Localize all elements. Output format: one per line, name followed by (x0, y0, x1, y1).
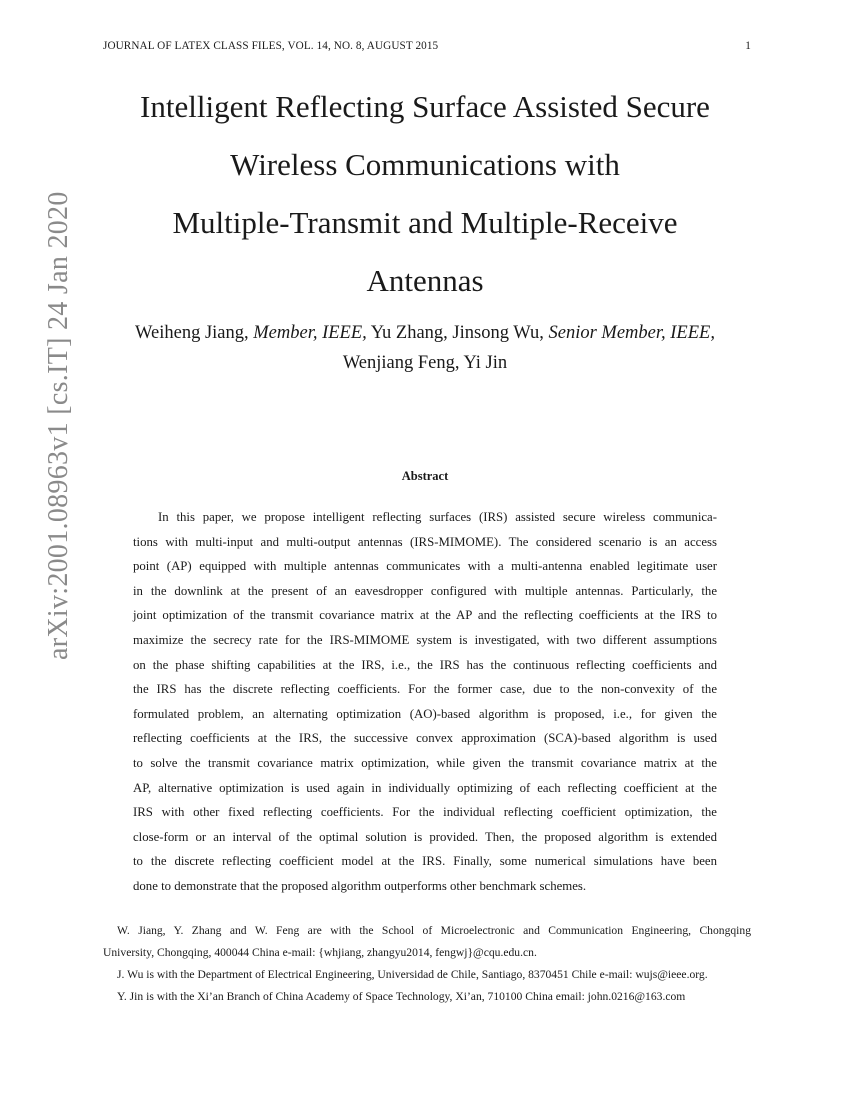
abstract-line: formulated problem, an alternating optimization (AO)-based algorithm is proposed, i.e., for given the (133, 706, 717, 721)
abstract-line: maximize the secrecy rate for the IRS-MIMOME system is investigated, with two different assumptions (133, 632, 717, 647)
page-number: 1 (745, 40, 751, 52)
author-role: Senior Member, IEEE, (548, 323, 715, 343)
abstract-line: point (AP) equipped with multiple antennas communicates with a multi-antenna enabled legitimate user (133, 559, 717, 574)
running-header (103, 40, 751, 56)
footnote-affiliation-2: J. Wu is with the Department of Electrical Engineering, Universidad de Chile, Santiago, 8370451 Chile e-mail: wujs@ieee.org. (117, 968, 708, 981)
arxiv-stamp[interactable]: arXiv:2001.08963v1 [cs.IT] 24 Jan 2020 (43, 191, 74, 660)
abstract-line: In this paper, we propose intelligent reflecting surfaces (IRS) assisted secure wireless communica- (158, 510, 717, 524)
footnote-affiliation-3: Y. Jin is with the Xi’an Branch of China Academy of Space Technology, Xi’an, 710100 China email: john.0216@163.com (117, 990, 686, 1003)
title-line: Antennas (366, 263, 484, 298)
abstract-line: AP, alternative optimization is used again in individually optimizing of each reflecting coefficient at the (133, 780, 717, 795)
footnote-line: W. Jiang, Y. Zhang and W. Feng are with the School of Microelectronic and Communication Engineering, Chongqing (117, 924, 751, 937)
abstract-body (133, 505, 717, 899)
abstract-line: IRS with other fixed reflecting coefficients. For the individual reflecting coefficient optimization, the (133, 805, 717, 820)
abstract-line: close-form or an interval of the optimal solution is provided. Then, the proposed algorithm is extended (133, 829, 717, 844)
author-name: Weiheng Jiang, (135, 323, 249, 343)
abstract-line: done to demonstrate that the proposed algorithm outperforms other benchmark schemes. (133, 878, 587, 893)
title-line: Multiple-Transmit and Multiple-Receive (172, 205, 678, 240)
author-line-2: Wenjiang Feng, Yi Jin (342, 353, 508, 373)
title-line: Wireless Communications with (230, 147, 620, 182)
abstract-line: to the discrete reflecting coefficient model at the IRS. Finally, some numerical simulations have been (133, 854, 717, 869)
author-line-1 (80, 318, 770, 348)
title-line: Intelligent Reflecting Surface Assisted Secure (140, 89, 710, 124)
abstract-line: to solve the transmit covariance matrix optimization, while given the transmit covariance matrix at the (133, 755, 717, 770)
abstract-line: reflecting coefficients at the IRS, the successive convex approximation (SCA)-based algorithm is used (133, 731, 717, 746)
footnote-line: University, Chongqing, 400044 China e-mail: {whjiang, zhangyu2014, fengwj}@cqu.edu.cn. (103, 946, 537, 959)
author-name: Yu Zhang, Jinsong Wu, (370, 323, 544, 343)
footnote-affiliation-1 (103, 920, 751, 964)
footnotes (103, 920, 751, 1008)
abstract-line: joint optimization of the transmit covariance matrix at the AP and the reflecting coefficients at the IRS to (133, 608, 717, 623)
abstract-line: tions with multi-input and multi-output antennas (IRS-MIMOME). The considered scenario is an access (133, 534, 717, 549)
author-role: Member, IEEE, (253, 323, 367, 343)
journal-name: JOURNAL OF LATEX CLASS FILES, VOL. 14, NO. 8, AUGUST 2015 (103, 40, 439, 52)
abstract-heading: Abstract (401, 469, 449, 483)
abstract-line: the IRS has the discrete reflecting coefficients. For the former case, due to the non-convexity of the (133, 682, 717, 697)
abstract-line: in the downlink at the present of an eavesdropper configured with multiple antennas. Particularly, the (133, 583, 717, 598)
author-list (80, 318, 770, 378)
abstract-line: on the phase shifting capabilities at the IRS, i.e., the IRS has the continuous reflecting coefficients and (133, 657, 717, 672)
paper-title (80, 78, 770, 310)
